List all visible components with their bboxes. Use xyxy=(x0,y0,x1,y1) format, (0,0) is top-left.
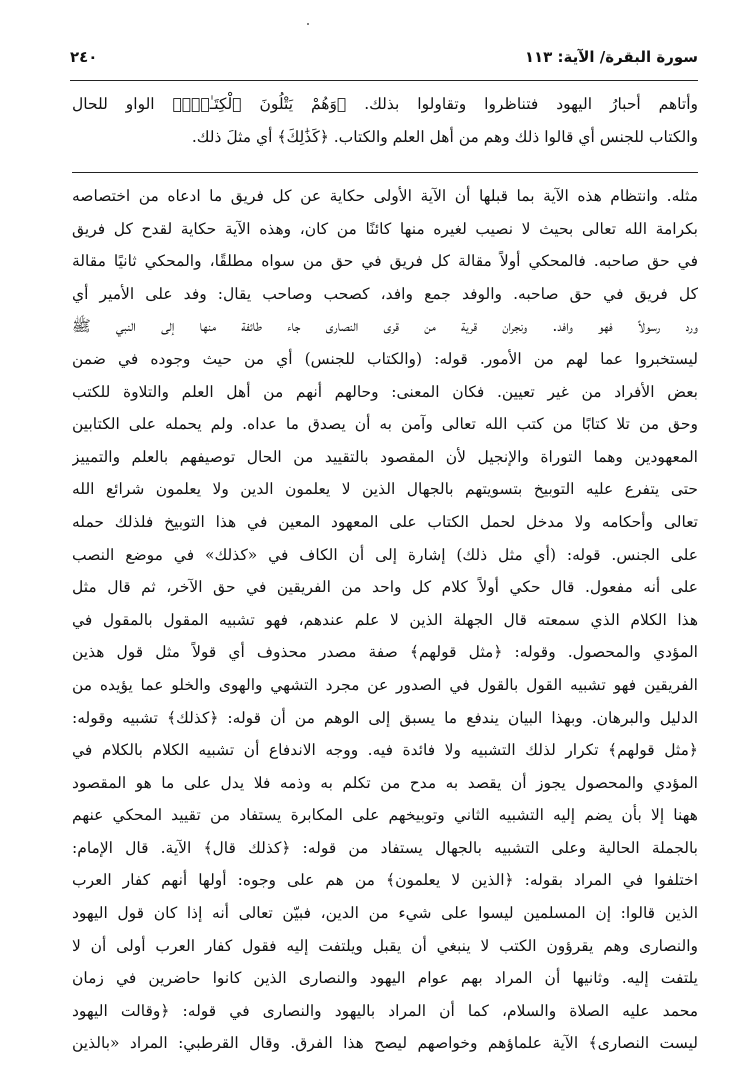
commentary-text xyxy=(72,180,698,1060)
scan-speck xyxy=(307,23,309,25)
commentary-line: حتى يتفرع عليه التوبيخ بتسويتهم بالجهال الذين لا يعلمون الدين ولا يعلمون شرائع الله xyxy=(72,480,698,499)
commentary-line: وحق من تلا كتابًا من كتب الله تعالى وآمن به أن يصدق ما عداه. ولم يحمله على الكتابين xyxy=(72,415,698,434)
commentary-line: كل فريق في حق صاحبه. والوفد جمع وافد، كصحب وصاحب يقال: وفد على الأمير أي xyxy=(72,284,698,303)
commentary-line: المعهودين وهما التوراة والإنجيل لأن المقصود بالتقييد من الحال توصيفهم بالعلم والتمييز xyxy=(72,447,698,466)
commentary-line: الفريقين فهو تشبيه القول بالقول في الصدور عن مجرد التشهي والهوى والخلو عما يؤيده من xyxy=(72,675,698,694)
commentary-line: الدليل والبرهان. وبهذا البيان يندفع ما يسبق إلى الوهم من أن قوله: ﴿كذلك﴾ تشبيه وقوله: xyxy=(72,708,698,727)
commentary-line: يلتفت إليه. وثانيها أن المراد بهم عوام اليهود والنصارى الذين كانوا حاضرين في زمان xyxy=(72,969,698,988)
commentary-line: ليست النصارى﴾ الآية علماؤهم وخواصهم ليصح هذا الفرق. وقال القرطبي: المراد «بالذين xyxy=(72,1034,698,1053)
main-text-line: وأتاهم أحبارُ اليهود فتناظروا وتقاولوا بذلك. ﴿وَهُمْ يَتْلُونَ ٱلْكِتَـٰبَۗ﴾ الواو للحال xyxy=(72,95,698,113)
commentary-line: ﴿مثل قولهم﴾ تكرار لذلك التشبيه ولا فائدة فيه. ووجه الاندفاع أن تشبيه الكلام بالكلام في xyxy=(72,741,698,760)
commentary-line: تعالى وأحكامه ولا مدخل لحمل الكتاب على المعهود المعين في هذا التوبيخ فلذلك حمله xyxy=(72,512,698,531)
commentary-line: ليستخبروا عما لهم من الأمور. قوله: (والكتاب للجنس) أي من حيث وجوده في ضمن xyxy=(72,349,698,368)
main-text xyxy=(72,88,698,153)
header-rule xyxy=(70,80,698,81)
commentary-line: هذا الكلام الذي سمعته قال الجهلة الذين لا علم عندهم، فهو تشبيه المقول بالمقول في xyxy=(72,610,698,629)
commentary-line: بالجملة الحالية وعلى التشبيه بالجهال يستفاد من قوله: ﴿كذلك قال﴾ الآية. قال الإمام: xyxy=(72,838,698,857)
running-head xyxy=(70,44,698,70)
commentary-line: اختلفوا في المراد بقوله: ﴿الذين لا يعلمون﴾ من هم على وجوه: أولها أنهم كفار العرب xyxy=(72,871,698,890)
commentary-line: ههنا إلا بأن يضم إليه التشبيه الثاني وتوبيخهم على المكابرة يستفاد من تقييد المحكي عنهم xyxy=(72,806,698,825)
commentary-line: بكرامة الله تعالى بحيث لا نصيب لغيره منها كائنًا من كان، وهذه الآية حكاية لقدح كل فريق xyxy=(72,219,698,238)
surah-ayah-heading: سورة البقرة/ الآية: ١١٣ xyxy=(524,48,698,66)
main-text-line: والكتاب للجنس أي قالوا ذلك وهم من أهل العلم والكتاب. ﴿كَذَٰلِكَ﴾ أي مثلَ ذلك. xyxy=(191,127,698,146)
footnote-separator xyxy=(72,172,698,173)
page-number: ٢٤٠ xyxy=(70,48,98,66)
commentary-line: بعض الأفراد من غير تعيين. فكان المعنى: وحالهم أنهم من أهل العلم والتلاوة للكتب xyxy=(72,382,698,401)
commentary-line: المؤدي والمحصول. وقوله: ﴿مثل قولهم﴾ صفة مصدر محذوف أي قولاً مثل قول هذين xyxy=(72,643,698,662)
commentary-line: على أنه مفعول. قال حكي أولاً كلام كل واحد من الفريقين في حق الآخر، ثم قال مثل xyxy=(72,578,698,597)
commentary-line: في حق صاحبه. فالمحكي أولاً مقالة كل فريق في حق من سواه مطلقًا، والمحكي ثانيًا مقالة xyxy=(72,252,698,271)
commentary-line: على الجنس. قوله: (أي مثل ذلك) إشارة إلى أن الكاف في «كذلك» في موضع النصب xyxy=(72,545,698,564)
commentary-line: الذين قالوا: إن المسلمين ليسوا على شيء من الدين، فبيّن تعالى أنه إذا كان قول اليهود xyxy=(72,904,698,923)
commentary-line: المؤدي والمحصول يجوز أن يقصد به مدح من تكلم به وذمه فلا يدل على ما هو المقصود xyxy=(72,773,698,792)
commentary-line: مثله. وانتظام هذه الآية بما قبلها أن الآية الأولى حكاية عن كل فريق ما ادعاه من اختصاصه xyxy=(72,187,698,205)
commentary-line: ورد رسولاً فهو وافد. ونجران قرية من قرى النصارى جاء طائفة منها إلى النبي ﷺ xyxy=(72,317,698,336)
commentary-line: محمد عليه الصلاة والسلام، كما أن المراد باليهود والنصارى في قوله: ﴿وقالت اليهود xyxy=(72,1001,698,1020)
commentary-line: والنصارى وهم يقرؤون الكتب لا ينبغي أن يقبل ويلتفت إليه فقول كفار العرب أولى أن لا xyxy=(72,936,698,955)
